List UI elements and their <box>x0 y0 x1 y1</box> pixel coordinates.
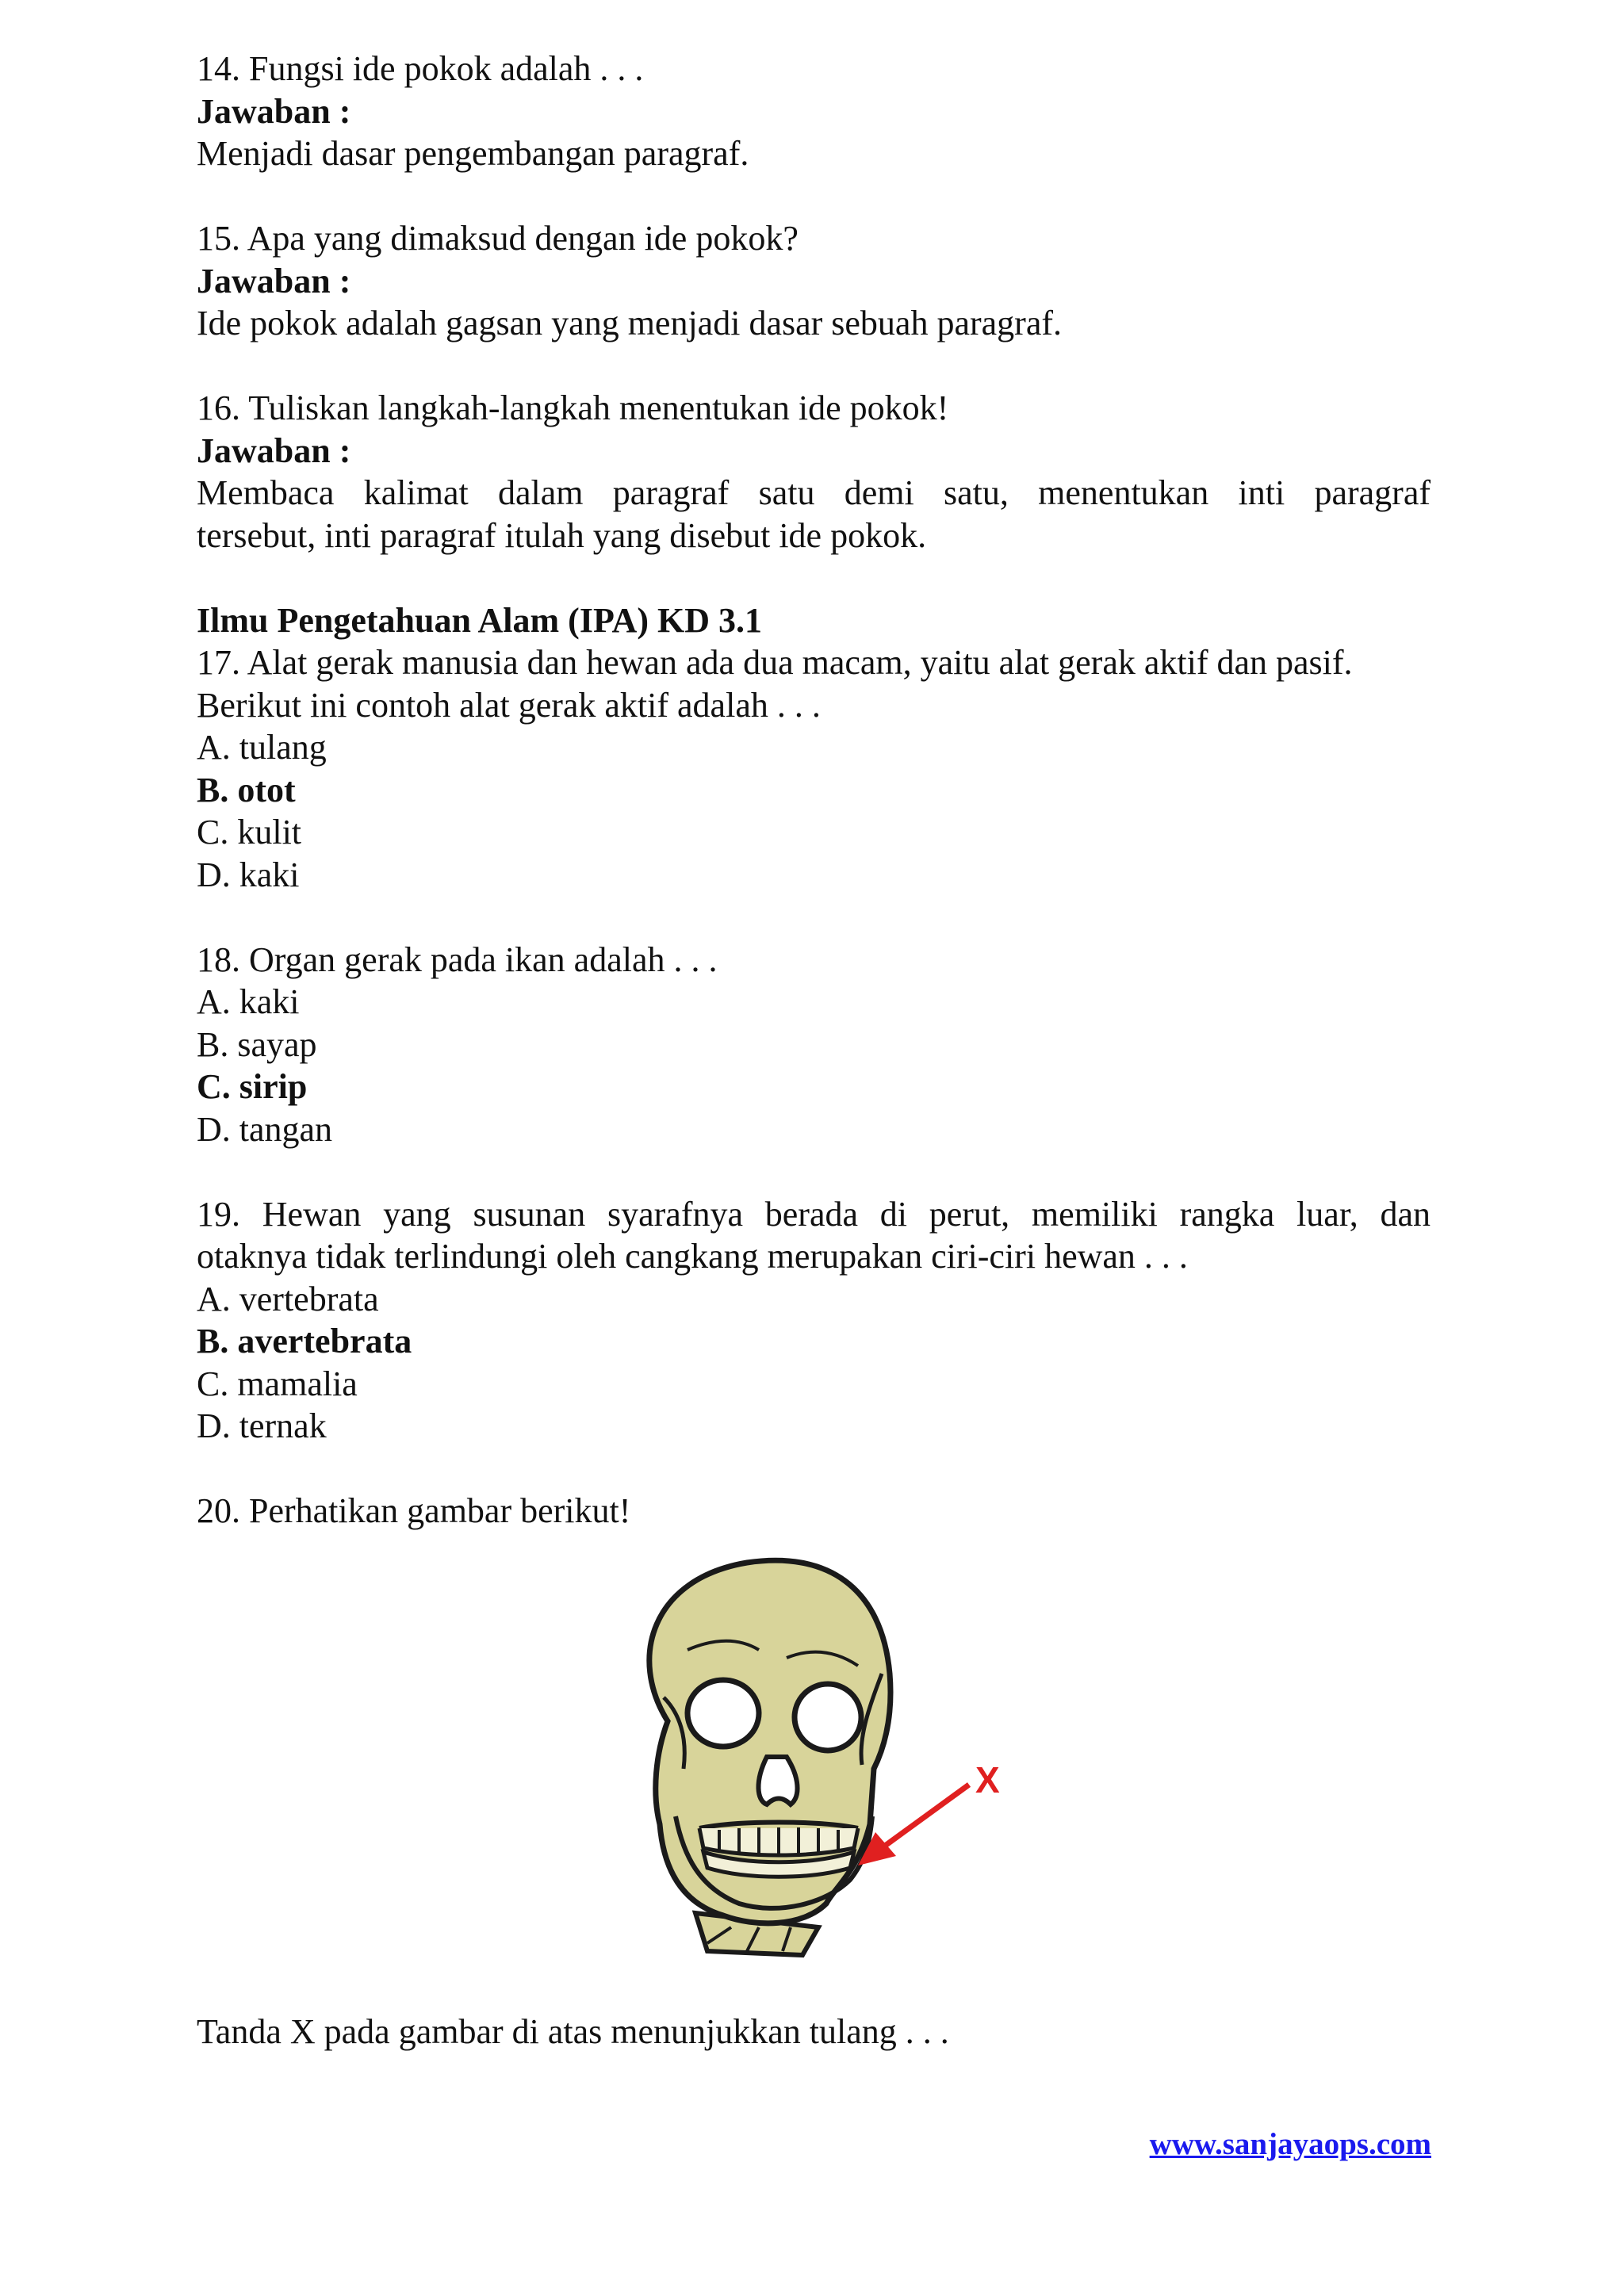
eye-socket-left <box>688 1680 759 1747</box>
spacer <box>197 345 1431 388</box>
option-18-b: B. sayap <box>197 1024 317 1064</box>
option-17-c: C. kulit <box>197 813 302 851</box>
option-17-b-correct: B. otot <box>197 770 296 809</box>
answer-16-line-1: Membaca kalimat dalam paragraf satu demi satu, menentukan inti paragraf <box>197 473 1431 512</box>
nasal-cavity <box>758 1757 797 1804</box>
option-17-d: D. kaki <box>197 855 300 894</box>
question-17-line-1: 17. Alat gerak manusia dan hewan ada dua macam, yaitu alat gerak aktif dan pasif. <box>197 643 1353 682</box>
option-19-b-correct: B. avertebrata <box>197 1322 412 1360</box>
arrow-shaft <box>882 1785 969 1848</box>
skull-illustration <box>620 1555 1000 1967</box>
option-18-c-correct: C. sirip <box>197 1067 308 1106</box>
answer-15: Ide pokok adalah gagsan yang menjadi dasar sebuah paragraf. <box>197 304 1062 342</box>
option-19-d: D. ternak <box>197 1406 327 1445</box>
eye-socket-right <box>795 1684 861 1751</box>
spacer <box>197 896 1431 939</box>
question-20-followup: Tanda X pada gambar di atas menunjukkan tulang . . . <box>197 2011 949 2051</box>
website-link[interactable]: www.sanjayaops.com <box>1149 2127 1431 2161</box>
option-17-a: A. tulang <box>197 728 327 767</box>
spacer <box>197 557 1431 599</box>
skull-figure <box>197 1533 1431 2011</box>
option-19-a: A. vertebrata <box>197 1279 379 1318</box>
answer-label-14: Jawaban : <box>197 91 351 131</box>
option-19-c: C. mamalia <box>197 1364 358 1403</box>
question-15: 15. Apa yang dimaksud dengan ide pokok? <box>197 219 799 258</box>
question-18: 18. Organ gerak pada ikan adalah . . . <box>197 939 718 979</box>
question-20: 20. Perhatikan gambar berikut! <box>197 1491 631 1530</box>
spacer <box>197 175 1431 218</box>
option-18-d: D. tangan <box>197 1109 333 1149</box>
answer-16-line-2: tersebut, inti paragraf itulah yang disebut ide pokok. <box>197 515 927 555</box>
answer-14: Menjadi dasar pengembangan paragraf. <box>197 134 749 173</box>
answer-label-15: Jawaban : <box>197 261 351 300</box>
worksheet-page <box>197 48 1431 2053</box>
option-18-a: A. kaki <box>197 982 300 1021</box>
question-19-line-1: 19. Hewan yang susunan syarafnya berada di perut, memiliki rangka luar, dan <box>197 1194 1431 1234</box>
spacer <box>197 1150 1431 1193</box>
question-17-line-2: Berikut ini contoh alat gerak aktif adalah . . . <box>197 685 821 725</box>
question-19-line-2: otaknya tidak terlindungi oleh cangkang merupakan ciri-ciri hewan . . . <box>197 1237 1188 1276</box>
question-14: 14. Fungsi ide pokok adalah . . . <box>197 49 644 88</box>
section-heading: Ilmu Pengetahuan Alam (IPA) KD 3.1 <box>197 600 762 640</box>
figure-marker-x: X <box>975 1758 1000 1800</box>
answer-label-16: Jawaban : <box>197 430 351 470</box>
question-16: 16. Tuliskan langkah-langkah menentukan ide pokok! <box>197 388 949 427</box>
spacer <box>197 1448 1431 1490</box>
